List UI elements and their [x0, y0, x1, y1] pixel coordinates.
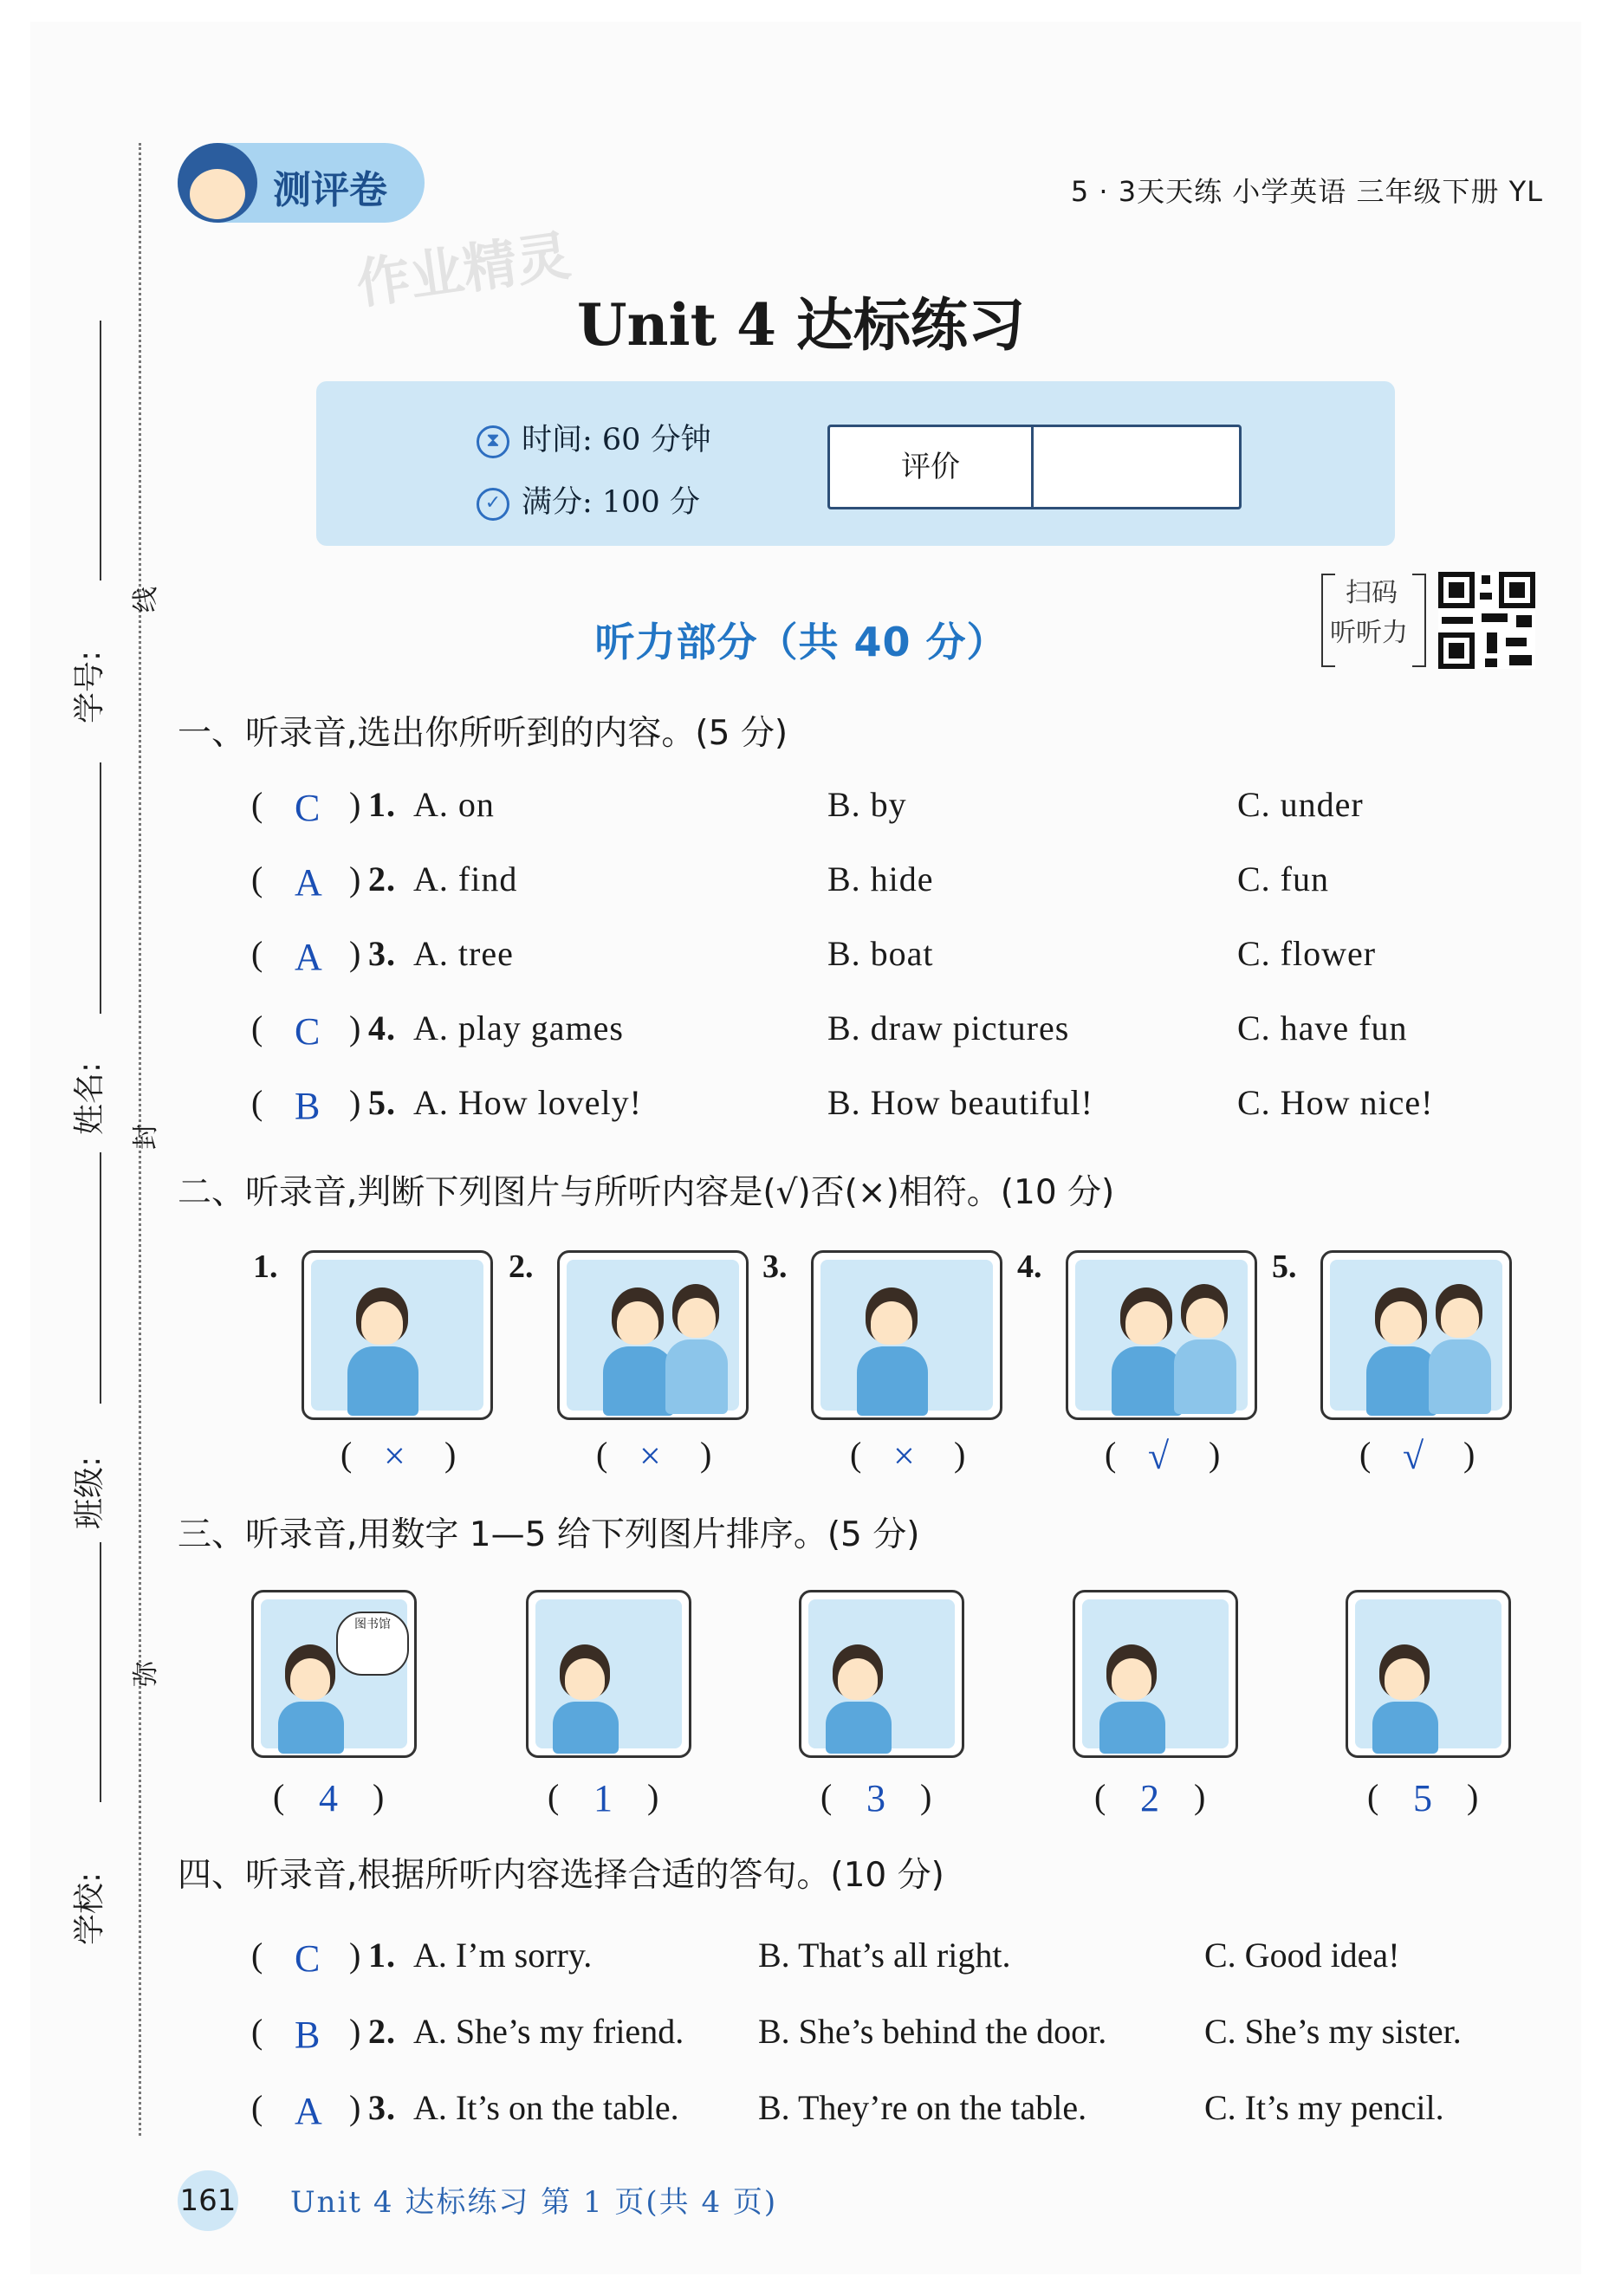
- question-number: 1.: [368, 1936, 396, 1975]
- figure-face: [1125, 1301, 1167, 1345]
- option-a: A. play games: [413, 1009, 624, 1047]
- option-b: B. by: [827, 785, 907, 824]
- option-b: B. draw pictures: [827, 1009, 1070, 1047]
- score-text: 满分: 100 分: [522, 485, 700, 520]
- question-number: 2.: [368, 2012, 396, 2051]
- picture-card: [251, 1590, 417, 1758]
- figure-body: [1099, 1702, 1165, 1754]
- answer-blank[interactable]: √: [1148, 1435, 1170, 1477]
- answer-paren-close: ): [349, 1083, 361, 1122]
- answer-blank[interactable]: ×: [893, 1435, 915, 1477]
- badge-label: 测评卷: [273, 168, 387, 212]
- answer-paren-close: ): [349, 1936, 361, 1975]
- figure-face: [361, 1301, 403, 1345]
- answer-paren-open: (: [251, 1083, 263, 1122]
- evaluation-field[interactable]: [1034, 427, 1239, 507]
- option-b: B. boat: [827, 934, 934, 973]
- answer-paren-open: (: [850, 1435, 862, 1474]
- figure-face: [838, 1658, 878, 1700]
- answer-paren-open: (: [596, 1435, 608, 1474]
- figure-body: [1112, 1346, 1183, 1416]
- question-number: 3.: [368, 934, 396, 973]
- answer-blank[interactable]: 2: [1140, 1777, 1159, 1819]
- answer-paren-open: (: [341, 1435, 353, 1474]
- answer-paren-open: (: [548, 1777, 560, 1816]
- figure-face: [1112, 1658, 1151, 1700]
- answer-paren-close: ): [349, 2088, 361, 2127]
- option-c: C. flower: [1237, 934, 1377, 973]
- option-a: A. find: [413, 859, 518, 898]
- figure2-body: [665, 1339, 728, 1414]
- watermark: 作业精灵: [352, 224, 574, 316]
- answer-paren-open: (: [251, 2012, 263, 2051]
- figure-face: [1380, 1301, 1422, 1345]
- answer-paren-close: ): [373, 1777, 385, 1816]
- answer-blank[interactable]: C: [295, 1010, 321, 1053]
- figure-body: [278, 1702, 344, 1754]
- picture-card: [1320, 1250, 1512, 1420]
- answer-paren-open: (: [251, 1936, 263, 1975]
- section4-title: 四、听录音,根据所听内容选择合适的答句。(10 分): [178, 1856, 944, 1895]
- option-c: C. It’s my pencil.: [1204, 2088, 1444, 2127]
- option-a: A. on: [413, 785, 495, 824]
- answer-paren-close: ): [349, 785, 361, 824]
- option-c: C. fun: [1237, 859, 1329, 898]
- question-number: 2.: [368, 859, 396, 898]
- figure-body: [603, 1346, 674, 1416]
- picture-number: 3.: [762, 1249, 788, 1285]
- check-icon: ✓: [477, 488, 509, 521]
- answer-paren-open: (: [251, 785, 263, 824]
- cut-mark-2: 封: [131, 1124, 161, 1150]
- timer-icon: ⧗: [477, 425, 509, 458]
- class-label: 班级:: [72, 1456, 107, 1529]
- picture-card: [811, 1250, 1002, 1420]
- picture-number: 2.: [509, 1249, 534, 1285]
- option-b: B. She’s behind the door.: [758, 2012, 1107, 2051]
- figure2-face: [1441, 1298, 1479, 1338]
- option-a: A. I’m sorry.: [413, 1936, 593, 1975]
- figure2-face: [1186, 1298, 1224, 1338]
- option-c: C. She’s my sister.: [1204, 2012, 1462, 2051]
- picture-card: [302, 1250, 493, 1420]
- answer-blank[interactable]: 1: [593, 1777, 613, 1819]
- question-number: 4.: [368, 1009, 396, 1047]
- student-id-label: 学号:: [72, 650, 107, 723]
- answer-paren-open: (: [820, 1777, 833, 1816]
- option-a: A. How lovely!: [413, 1083, 642, 1122]
- question-number: 5.: [368, 1083, 396, 1122]
- answer-paren-close: ): [1463, 1435, 1476, 1474]
- figure-body: [1372, 1702, 1438, 1754]
- answer-paren-close: ): [954, 1435, 966, 1474]
- answer-paren-open: (: [251, 2088, 263, 2127]
- answer-blank[interactable]: A: [295, 861, 322, 904]
- qr-caption-line2: 听听力: [1330, 618, 1408, 648]
- footer-text: Unit 4 达标练习 第 1 页(共 4 页): [290, 2185, 778, 2220]
- picture-card: [1073, 1590, 1238, 1758]
- option-a: A. tree: [413, 934, 514, 973]
- answer-paren-close: ): [349, 934, 361, 973]
- answer-blank[interactable]: C: [295, 1937, 321, 1980]
- answer-paren-close: ): [700, 1435, 712, 1474]
- answer-paren-close: ): [647, 1777, 659, 1816]
- answer-blank[interactable]: B: [295, 1085, 321, 1127]
- answer-paren-open: (: [1367, 1777, 1379, 1816]
- answer-paren-close: ): [349, 859, 361, 898]
- figure-body: [857, 1346, 928, 1416]
- answer-paren-open: (: [251, 859, 263, 898]
- section3-title: 三、听录音,用数字 1—5 给下列图片排序。(5 分): [178, 1515, 920, 1554]
- qr-caption-line1: 扫码: [1346, 578, 1398, 608]
- question-number: 3.: [368, 2088, 396, 2127]
- library-sign-text: 图书馆: [354, 1618, 391, 1631]
- figure-face: [617, 1301, 658, 1345]
- picture-number: 5.: [1272, 1249, 1297, 1285]
- cut-mark-3: 弥: [131, 1661, 161, 1687]
- answer-paren-close: ): [1467, 1777, 1479, 1816]
- name-line: [100, 762, 101, 1014]
- option-b: B. They’re on the table.: [758, 2088, 1087, 2127]
- option-b: B. hide: [827, 859, 934, 898]
- option-c: C. under: [1237, 785, 1364, 824]
- answer-paren-close: ): [444, 1435, 457, 1474]
- school-line: [100, 1542, 101, 1802]
- figure-body: [347, 1346, 418, 1416]
- answer-paren-open: (: [251, 934, 263, 973]
- answer-paren-open: (: [251, 1009, 263, 1047]
- answer-paren-close: ): [349, 1009, 361, 1047]
- cut-mark-1: 线: [131, 587, 161, 613]
- figure-body: [553, 1702, 619, 1754]
- option-c: C. Good idea!: [1204, 1936, 1400, 1975]
- answer-blank[interactable]: A: [295, 936, 322, 978]
- class-line: [100, 1152, 101, 1404]
- picture-card: [1066, 1250, 1257, 1420]
- name-label: 姓名:: [72, 1061, 107, 1135]
- mascot-icon: [178, 143, 257, 223]
- figure2-face: [678, 1298, 716, 1338]
- picture-card: [557, 1250, 749, 1420]
- answer-paren-open: (: [1094, 1777, 1106, 1816]
- figure-body: [1366, 1346, 1437, 1416]
- library-bubble: [336, 1612, 409, 1676]
- option-b: B. That’s all right.: [758, 1936, 1011, 1975]
- school-label: 学校:: [72, 1871, 107, 1945]
- answer-paren-close: ): [1194, 1777, 1206, 1816]
- time-text: 时间: 60 分钟: [522, 423, 711, 457]
- book-info: 5 · 3天天练 小学英语 三年级下册 YL: [1070, 175, 1543, 208]
- page-title: Unit 4 达标练习: [577, 291, 1025, 359]
- option-b: B. How beautiful!: [827, 1083, 1093, 1122]
- evaluation-box: [827, 425, 1242, 509]
- answer-blank[interactable]: 5: [1413, 1777, 1432, 1819]
- option-c: C. How nice!: [1237, 1083, 1434, 1122]
- answer-blank[interactable]: 3: [866, 1777, 885, 1819]
- time-line: [477, 416, 711, 459]
- listening-part-title: 听力部分（共 40 分）: [594, 619, 1008, 665]
- picture-card: [799, 1590, 964, 1758]
- figure-body: [826, 1702, 892, 1754]
- picture-card: [1346, 1590, 1511, 1758]
- page-number: 161: [178, 2170, 238, 2231]
- figure-face: [1385, 1658, 1424, 1700]
- evaluation-label: 评价: [830, 427, 1034, 507]
- section2-title: 二、听录音,判断下列图片与所听内容是(√)否(×)相符。(10 分): [178, 1173, 1115, 1212]
- answer-paren-close: ): [349, 2012, 361, 2051]
- answer-paren-open: (: [1105, 1435, 1117, 1474]
- option-a: A. She’s my friend.: [413, 2012, 684, 2051]
- picture-card: [526, 1590, 691, 1758]
- option-a: A. It’s on the table.: [413, 2088, 679, 2127]
- figure-face: [871, 1301, 912, 1345]
- section1-title: 一、听录音,选出你所听到的内容。(5 分): [178, 714, 788, 753]
- figure2-body: [1429, 1339, 1491, 1414]
- answer-blank[interactable]: √: [1403, 1435, 1424, 1477]
- answer-blank[interactable]: B: [295, 2014, 321, 2056]
- option-c: C. have fun: [1237, 1009, 1408, 1047]
- question-number: 1.: [368, 785, 396, 824]
- picture-number: 1.: [253, 1249, 278, 1285]
- answer-paren-open: (: [273, 1777, 285, 1816]
- figure-face: [290, 1658, 330, 1700]
- answer-paren-close: ): [920, 1777, 932, 1816]
- answer-blank[interactable]: ×: [639, 1435, 661, 1477]
- figure-face: [565, 1658, 605, 1700]
- answer-blank[interactable]: C: [295, 787, 321, 829]
- answer-paren-open: (: [1359, 1435, 1372, 1474]
- figure2-body: [1174, 1339, 1236, 1414]
- info-panel: [316, 381, 1395, 546]
- score-line: [477, 478, 700, 522]
- answer-blank[interactable]: ×: [384, 1435, 405, 1477]
- picture-number: 4.: [1017, 1249, 1042, 1285]
- answer-blank[interactable]: A: [295, 2090, 322, 2132]
- answer-blank[interactable]: 4: [319, 1777, 338, 1819]
- answer-paren-close: ): [1209, 1435, 1221, 1474]
